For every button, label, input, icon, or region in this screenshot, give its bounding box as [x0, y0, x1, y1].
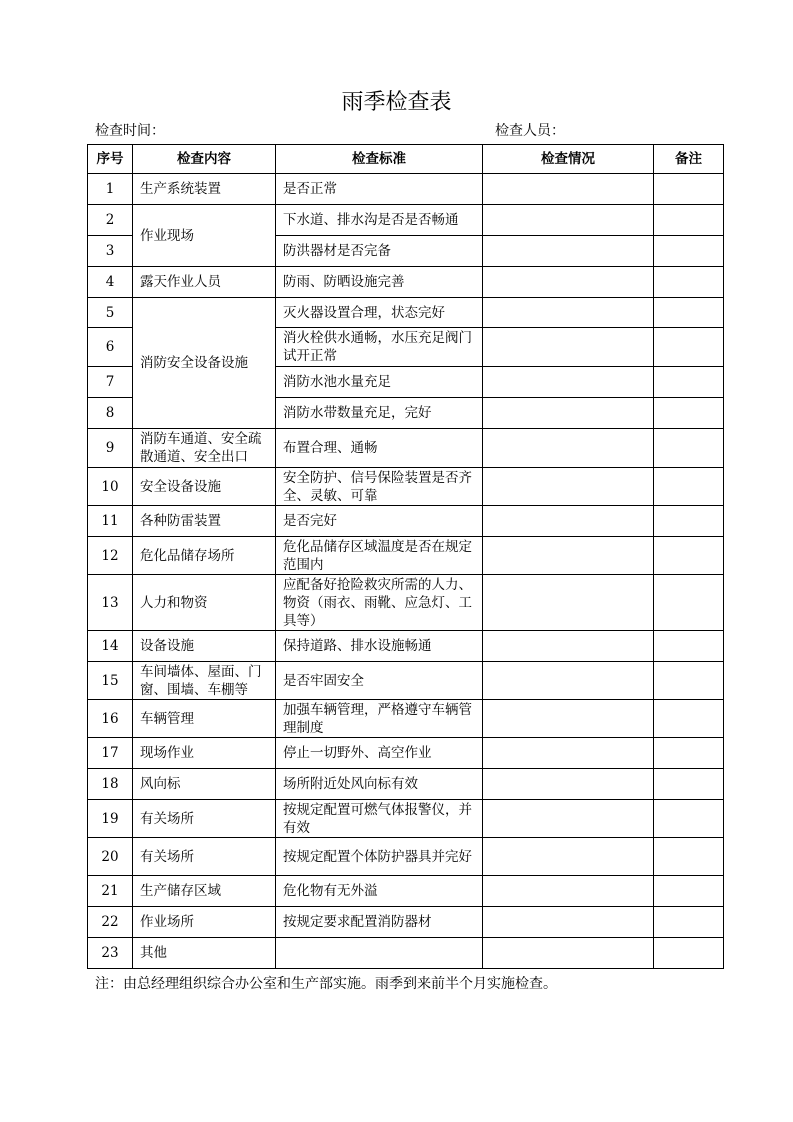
check-standard: 场所附近处风向标有效 [276, 769, 483, 800]
check-result-cell[interactable] [483, 429, 654, 468]
remarks-cell[interactable] [654, 205, 724, 236]
remarks-cell[interactable] [654, 429, 724, 468]
remarks-cell[interactable] [654, 575, 724, 631]
remarks-cell[interactable] [654, 298, 724, 328]
check-result-cell[interactable] [483, 267, 654, 298]
table-row [88, 205, 724, 236]
header-content: 检查内容 [133, 145, 276, 174]
check-result-cell[interactable] [483, 938, 654, 969]
check-result-cell[interactable] [483, 876, 654, 907]
check-result-cell[interactable] [483, 738, 654, 769]
row-number: 1 [88, 174, 133, 205]
check-result-cell[interactable] [483, 205, 654, 236]
row-number: 7 [88, 367, 133, 398]
table-row [88, 575, 724, 631]
table-row [88, 876, 724, 907]
check-result-cell[interactable] [483, 468, 654, 506]
row-number: 21 [88, 876, 133, 907]
row-number: 10 [88, 468, 133, 506]
footnote: 注：由总经理组织综合办公室和生产部实施。雨季到来前半个月实施检查。 [95, 976, 557, 992]
remarks-cell[interactable] [654, 398, 724, 429]
row-number: 15 [88, 662, 133, 700]
row-number: 23 [88, 938, 133, 969]
check-standard: 保持道路、排水设施畅通 [276, 631, 483, 662]
row-number: 20 [88, 838, 133, 876]
check-result-cell[interactable] [483, 700, 654, 738]
check-standard: 危化品储存区域温度是否在规定范围内 [276, 537, 483, 575]
check-item: 安全设备设施 [133, 468, 276, 506]
check-item: 露天作业人员 [133, 267, 276, 298]
table-row [88, 468, 724, 506]
check-item: 作业场所 [133, 907, 276, 938]
check-item: 有关场所 [133, 800, 276, 838]
check-result-cell[interactable] [483, 575, 654, 631]
check-item: 消防车通道、安全疏散通道、安全出口 [133, 429, 276, 468]
inspection-time-label: 检查时间： [95, 123, 165, 139]
check-standard: 安全防护、信号保险装置是否齐全、灵敏、可靠 [276, 468, 483, 506]
check-standard: 按规定配置可燃气体报警仪，并有效 [276, 800, 483, 838]
check-standard: 下水道、排水沟是否是否畅通 [276, 205, 483, 236]
check-result-cell[interactable] [483, 174, 654, 205]
remarks-cell[interactable] [654, 468, 724, 506]
row-number: 5 [88, 298, 133, 328]
row-number: 18 [88, 769, 133, 800]
check-result-cell[interactable] [483, 298, 654, 328]
check-result-cell[interactable] [483, 537, 654, 575]
table-row [88, 298, 724, 328]
check-item: 人力和物资 [133, 575, 276, 631]
check-standard: 防洪器材是否完备 [276, 236, 483, 267]
check-result-cell[interactable] [483, 236, 654, 267]
check-standard: 加强车辆管理，严格遵守车辆管理制度 [276, 700, 483, 738]
remarks-cell[interactable] [654, 800, 724, 838]
remarks-cell[interactable] [654, 662, 724, 700]
header-result: 检查情况 [483, 145, 654, 174]
remarks-cell[interactable] [654, 738, 724, 769]
remarks-cell[interactable] [654, 838, 724, 876]
check-standard: 停止一切野外、高空作业 [276, 738, 483, 769]
check-item: 车辆管理 [133, 700, 276, 738]
table-row [88, 907, 724, 938]
check-standard: 是否完好 [276, 506, 483, 537]
table-row [88, 429, 724, 468]
check-item: 其他 [133, 938, 276, 969]
check-standard [276, 938, 483, 969]
check-standard: 消防水带数量充足，完好 [276, 398, 483, 429]
inspector-label: 检查人员： [495, 123, 565, 139]
check-item: 生产储存区域 [133, 876, 276, 907]
table-row [88, 506, 724, 537]
check-item: 有关场所 [133, 838, 276, 876]
row-number: 19 [88, 800, 133, 838]
check-standard: 危化物有无外溢 [276, 876, 483, 907]
check-result-cell[interactable] [483, 662, 654, 700]
check-result-cell[interactable] [483, 838, 654, 876]
table-row [88, 700, 724, 738]
row-number: 4 [88, 267, 133, 298]
check-result-cell[interactable] [483, 631, 654, 662]
table-row [88, 838, 724, 876]
row-number: 17 [88, 738, 133, 769]
header-remarks: 备注 [654, 145, 724, 174]
row-number: 3 [88, 236, 133, 267]
check-standard: 是否牢固安全 [276, 662, 483, 700]
check-standard: 按规定配置个体防护器具并完好 [276, 838, 483, 876]
remarks-cell[interactable] [654, 769, 724, 800]
row-number: 11 [88, 506, 133, 537]
row-number: 22 [88, 907, 133, 938]
check-item: 车间墙体、屋面、门窗、围墙、车棚等 [133, 662, 276, 700]
check-standard: 应配备好抢险救灾所需的人力、物资（雨衣、雨靴、应急灯、工具等） [276, 575, 483, 631]
row-number: 13 [88, 575, 133, 631]
check-standard: 布置合理、通畅 [276, 429, 483, 468]
check-standard: 灭火器设置合理，状态完好 [276, 298, 483, 328]
table-row [88, 662, 724, 700]
remarks-cell[interactable] [654, 876, 724, 907]
remarks-cell[interactable] [654, 537, 724, 575]
remarks-cell[interactable] [654, 907, 724, 938]
table-row [88, 267, 724, 298]
check-item: 现场作业 [133, 738, 276, 769]
check-standard: 是否正常 [276, 174, 483, 205]
check-result-cell[interactable] [483, 506, 654, 537]
table-header-row [88, 145, 724, 174]
table-row [88, 174, 724, 205]
header-standard: 检查标准 [276, 145, 483, 174]
row-number: 16 [88, 700, 133, 738]
check-item: 生产系统装置 [133, 174, 276, 205]
table-row [88, 537, 724, 575]
check-standard: 防雨、防晒设施完善 [276, 267, 483, 298]
table-row [88, 800, 724, 838]
remarks-cell[interactable] [654, 174, 724, 205]
check-standard: 消防水池水量充足 [276, 367, 483, 398]
check-result-cell[interactable] [483, 367, 654, 398]
remarks-cell[interactable] [654, 938, 724, 969]
table-row [88, 738, 724, 769]
check-item: 设备设施 [133, 631, 276, 662]
remarks-cell[interactable] [654, 631, 724, 662]
row-number: 2 [88, 205, 133, 236]
row-number: 9 [88, 429, 133, 468]
check-standard: 消火栓供水通畅，水压充足阀门试开正常 [276, 328, 483, 367]
check-item: 危化品储存场所 [133, 537, 276, 575]
check-result-cell[interactable] [483, 398, 654, 429]
check-result-cell[interactable] [483, 907, 654, 938]
check-result-cell[interactable] [483, 769, 654, 800]
page-title: 雨季检查表 [341, 90, 452, 115]
check-item: 消防安全设备设施 [133, 298, 276, 429]
check-standard: 按规定要求配置消防器材 [276, 907, 483, 938]
remarks-cell[interactable] [654, 506, 724, 537]
remarks-cell[interactable] [654, 236, 724, 267]
table-row [88, 769, 724, 800]
row-number: 12 [88, 537, 133, 575]
check-item: 各种防雷装置 [133, 506, 276, 537]
remarks-cell[interactable] [654, 328, 724, 367]
row-number: 6 [88, 328, 133, 367]
check-item: 作业现场 [133, 205, 276, 267]
remarks-cell[interactable] [654, 267, 724, 298]
table-row [88, 938, 724, 969]
table-row [88, 631, 724, 662]
inspection-table [87, 144, 724, 969]
remarks-cell[interactable] [654, 367, 724, 398]
remarks-cell[interactable] [654, 700, 724, 738]
check-result-cell[interactable] [483, 800, 654, 838]
check-item: 风向标 [133, 769, 276, 800]
row-number: 14 [88, 631, 133, 662]
check-result-cell[interactable] [483, 328, 654, 367]
header-no: 序号 [88, 145, 133, 174]
row-number: 8 [88, 398, 133, 429]
